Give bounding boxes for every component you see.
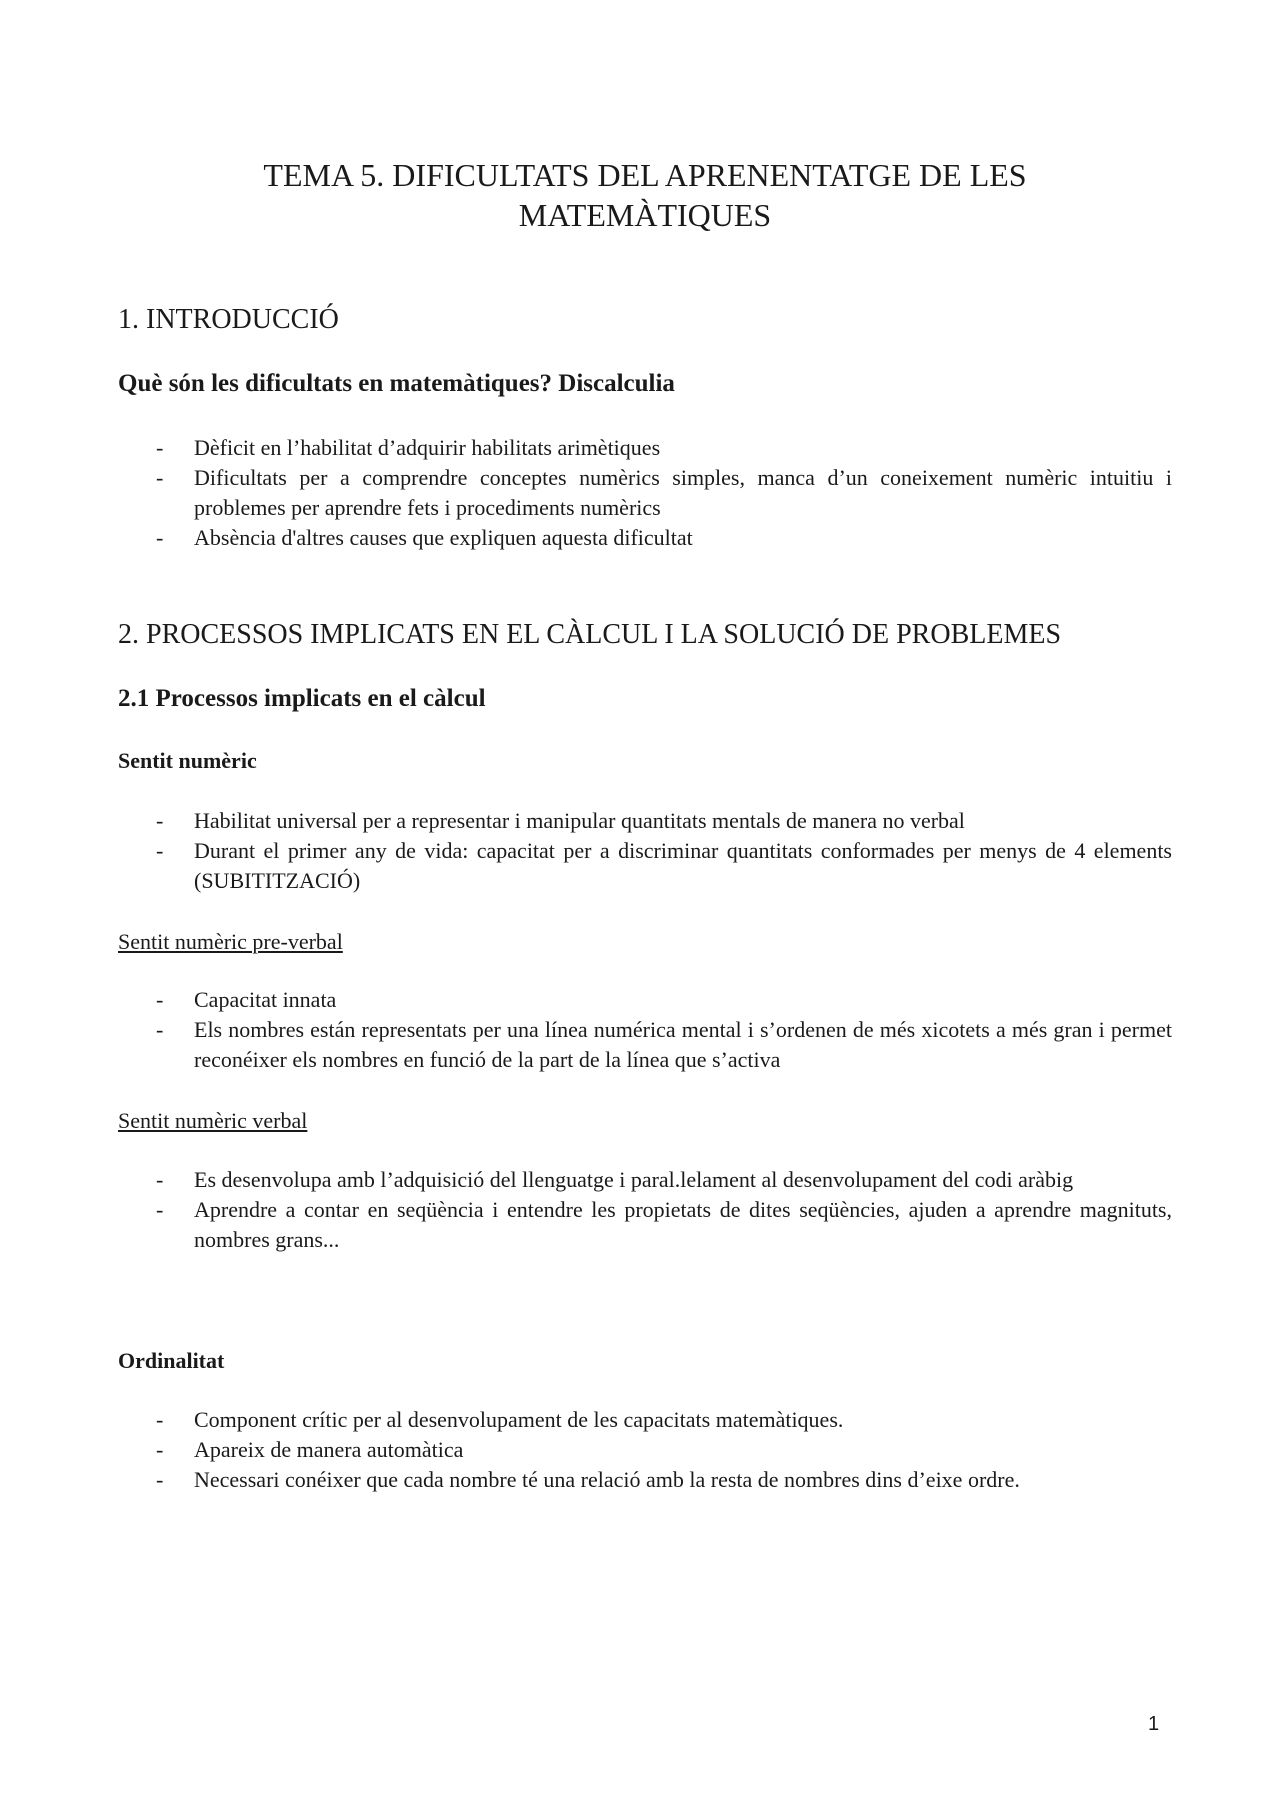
list-item: - Durant el primer any de vida: capacitat per a discriminar quantitats conformades per menys de 4 elements (SUBITITZACIÓ): [156, 838, 1172, 893]
document-page: [118, 0, 1172, 1811]
list-item: - Aprendre a contar en seqüència i entendre les propietats de dites seqüències, ajuden a aprendre magnituts, nombres grans...: [156, 1197, 1172, 1252]
list-item: - Dèficit en l’habilitat d’adquirir habilitats arimètiques: [156, 435, 661, 460]
section-1-question: Què són les dificultats en matemàtiques? Discalculia: [118, 370, 675, 397]
page-title-line-2: MATEMÀTIQUES: [518, 197, 772, 233]
section-2-1-heading: 2.1 Processos implicats en el càlcul: [118, 685, 486, 712]
verbal-heading: Sentit numèric verbal: [118, 1108, 308, 1133]
list-item: - Absència d'altres causes que expliquen aquesta dificultat: [156, 525, 693, 550]
list-item: - Dificultats per a comprendre conceptes numèrics simples, manca d’un coneixement numèric intuitiu i problemes per aprendre fets i procediments numèrics: [156, 465, 1172, 520]
list-item: - Necessari conéixer que cada nombre té una relació amb la resta de nombres dins d’eixe ordre.: [156, 1467, 1020, 1492]
page-title: [118, 155, 1172, 235]
section-1-bullet-list: [118, 433, 1172, 553]
preverbal-heading: Sentit numèric pre-verbal: [118, 929, 343, 954]
sentit-numeric-heading: Sentit numèric: [118, 748, 257, 773]
preverbal-bullet-list: [118, 985, 1172, 1075]
list-item: - Els nombres están representats per una línea numérica mental i s’ordenen de més xicotets a més gran i permet reconéixer els nombres en funció de la part de la línea que s’activa: [156, 1017, 1172, 1072]
list-item: - Capacitat innata: [156, 987, 337, 1012]
section-1-heading: 1. INTRODUCCIÓ: [118, 304, 339, 335]
section-2-heading: 2. PROCESSOS IMPLICATS EN EL CÀLCUL I LA SOLUCIÓ DE PROBLEMES: [118, 619, 1062, 650]
list-item: - Component crític per al desenvolupament de les capacitats matemàtiques.: [156, 1407, 844, 1432]
page-title-line-1: TEMA 5. DIFICULTATS DEL APRENENTATGE DE LES: [263, 157, 1027, 193]
ordinalitat-bullet-list: [118, 1405, 1172, 1495]
ordinalitat-heading: Ordinalitat: [118, 1348, 225, 1373]
page-number: 1: [1148, 1713, 1160, 1735]
list-item: - Es desenvolupa amb l’adquisició del llenguatge i paral.lelament al desenvolupament del codi aràbig: [156, 1167, 1074, 1192]
verbal-bullet-list: [118, 1165, 1172, 1255]
list-item: - Habilitat universal per a representar i manipular quantitats mentals de manera no verbal: [156, 808, 965, 833]
list-item: - Apareix de manera automàtica: [156, 1437, 464, 1462]
sentit-numeric-bullet-list: [118, 806, 1172, 896]
